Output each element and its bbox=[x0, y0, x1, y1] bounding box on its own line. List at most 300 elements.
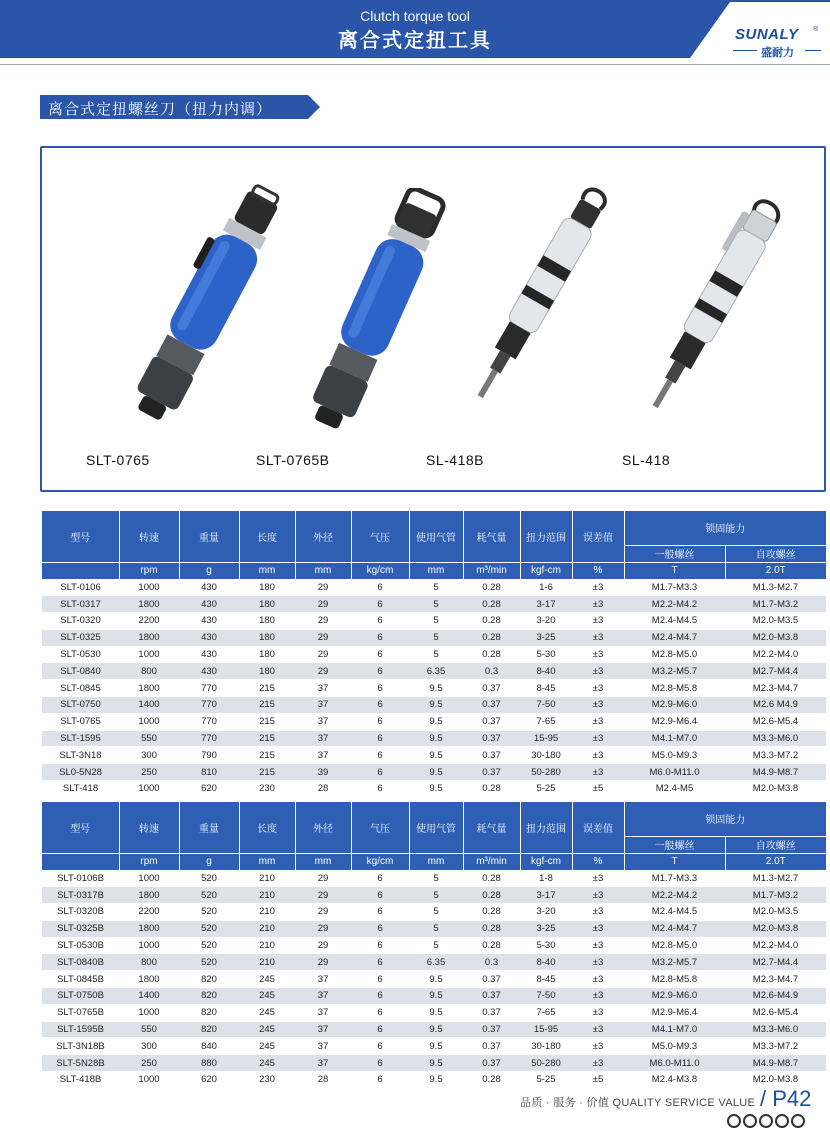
unit-length: mm bbox=[239, 562, 295, 579]
table-cell: 520 bbox=[179, 904, 239, 921]
table-cell: 520 bbox=[179, 920, 239, 937]
table-cell: 430 bbox=[179, 629, 239, 646]
table-cell: M3.3-M6.0 bbox=[725, 1021, 826, 1038]
table-cell: 180 bbox=[239, 579, 295, 596]
table-row bbox=[42, 1004, 826, 1021]
header-rule bbox=[0, 64, 830, 65]
table-cell: 9.5 bbox=[409, 1072, 463, 1089]
tool-image-sl-418b bbox=[432, 178, 632, 428]
table-cell: 28 bbox=[295, 781, 351, 798]
header-title-en: Clutch torque tool bbox=[360, 8, 470, 24]
table-cell: 0.28 bbox=[463, 579, 520, 596]
table-cell: 245 bbox=[239, 1055, 295, 1072]
col-length: 长度 bbox=[239, 802, 295, 853]
table-cell: 3-25 bbox=[520, 920, 572, 937]
table-cell: 215 bbox=[239, 713, 295, 730]
table-cell: 30-180 bbox=[520, 747, 572, 764]
table-cell: 1800 bbox=[119, 920, 179, 937]
brand-name-cn: 盛耐力 bbox=[761, 47, 794, 59]
table-cell: ±3 bbox=[572, 764, 624, 781]
decor-circle-icon bbox=[727, 1114, 741, 1128]
table-cell: 7-65 bbox=[520, 713, 572, 730]
table-cell: M2.4-M5 bbox=[624, 781, 725, 798]
product-label-slt-0765b: SLT-0765B bbox=[256, 452, 330, 468]
table-cell: 1000 bbox=[119, 870, 179, 887]
table-cell: SLT-0317B bbox=[42, 887, 119, 904]
table-cell: 9.5 bbox=[409, 697, 463, 714]
table-cell: 8-40 bbox=[520, 954, 572, 971]
table-cell: 29 bbox=[295, 613, 351, 630]
table-cell: 810 bbox=[179, 764, 239, 781]
table-cell: 215 bbox=[239, 730, 295, 747]
table-cell: 0.37 bbox=[463, 697, 520, 714]
table-cell: 15-95 bbox=[520, 1021, 572, 1038]
col-normal-screw: 一般螺丝 bbox=[624, 545, 725, 562]
table-cell: 5 bbox=[409, 629, 463, 646]
table-cell: 37 bbox=[295, 1004, 351, 1021]
table-cell: 15-95 bbox=[520, 730, 572, 747]
table-cell: M3.3-M7.2 bbox=[725, 1038, 826, 1055]
col-diameter: 外径 bbox=[295, 802, 351, 853]
table-cell: ±3 bbox=[572, 613, 624, 630]
table-cell: M2.6-M5.4 bbox=[725, 713, 826, 730]
col-capacity: 锁固能力 bbox=[624, 511, 826, 545]
table-cell: 6 bbox=[351, 781, 409, 798]
table-cell: SLT-0106B bbox=[42, 870, 119, 887]
table-row bbox=[42, 747, 826, 764]
table-row bbox=[42, 870, 826, 887]
table-cell: 0.28 bbox=[463, 646, 520, 663]
table-cell: ±3 bbox=[572, 904, 624, 921]
table-cell: 245 bbox=[239, 1038, 295, 1055]
footer-decoration bbox=[727, 1114, 805, 1128]
table-cell: SLT-0765 bbox=[42, 713, 119, 730]
table-cell: ±3 bbox=[572, 629, 624, 646]
unit-tapping: 2.0T bbox=[725, 562, 826, 579]
col-pressure: 气压 bbox=[351, 511, 409, 562]
table-cell: 50-280 bbox=[520, 764, 572, 781]
table-cell: 210 bbox=[239, 937, 295, 954]
table-cell: SLT-1595 bbox=[42, 730, 119, 747]
brand-logo bbox=[725, 26, 825, 60]
table-cell: M2.4-M4.7 bbox=[624, 920, 725, 937]
table-row bbox=[42, 730, 826, 747]
table-cell: 37 bbox=[295, 730, 351, 747]
table-cell: 6 bbox=[351, 954, 409, 971]
table-cell: 2200 bbox=[119, 904, 179, 921]
table-cell: SLT-0530 bbox=[42, 646, 119, 663]
table-cell: M2.9-M6.0 bbox=[624, 697, 725, 714]
table-cell: M1.7-M3.2 bbox=[725, 596, 826, 613]
unit-hose: mm bbox=[409, 562, 463, 579]
table-row bbox=[42, 764, 826, 781]
table-cell: 520 bbox=[179, 937, 239, 954]
table-cell: M3.2-M5.7 bbox=[624, 954, 725, 971]
table-cell: 6 bbox=[351, 613, 409, 630]
unit-speed: rpm bbox=[119, 562, 179, 579]
table-cell: M2.7-M4.4 bbox=[725, 954, 826, 971]
table-cell: 37 bbox=[295, 713, 351, 730]
table-cell: 430 bbox=[179, 596, 239, 613]
table-cell: 620 bbox=[179, 1072, 239, 1089]
col-tapping-screw: 自攻螺丝 bbox=[725, 545, 826, 562]
table-cell: 1800 bbox=[119, 596, 179, 613]
table-cell: SLT-0106 bbox=[42, 579, 119, 596]
table-cell: M2.9-M6.0 bbox=[624, 988, 725, 1005]
table-cell: 1000 bbox=[119, 579, 179, 596]
table-cell: SLT-418B bbox=[42, 1072, 119, 1089]
unit-weight: g bbox=[179, 853, 239, 870]
table-cell: M2.2-M4.0 bbox=[725, 937, 826, 954]
unit-consumption: m³/min bbox=[463, 562, 520, 579]
table-cell: 770 bbox=[179, 713, 239, 730]
col-consumption: 耗气量 bbox=[463, 511, 520, 562]
footer-slogan: 品质 · 服务 · 价值 QUALITY SERVICE VALUE bbox=[520, 1097, 756, 1109]
table-cell: 7-50 bbox=[520, 988, 572, 1005]
table-cell: 1-6 bbox=[520, 579, 572, 596]
table-cell: M2.2-M4.0 bbox=[725, 646, 826, 663]
table-cell: M2.4-M4.7 bbox=[624, 629, 725, 646]
table-cell: SLT-5N28B bbox=[42, 1055, 119, 1072]
table-cell: 180 bbox=[239, 663, 295, 680]
product-label-sl-418b: SL-418B bbox=[426, 452, 484, 468]
table-cell: 9.5 bbox=[409, 680, 463, 697]
table-cell: 1000 bbox=[119, 713, 179, 730]
table-cell: M2.0-M3.8 bbox=[725, 629, 826, 646]
table-cell: 245 bbox=[239, 1021, 295, 1038]
table-cell: 9.5 bbox=[409, 1004, 463, 1021]
table-cell: 5 bbox=[409, 579, 463, 596]
table-cell: 0.28 bbox=[463, 887, 520, 904]
table-cell: 6.35 bbox=[409, 954, 463, 971]
table-cell: 520 bbox=[179, 887, 239, 904]
table-row bbox=[42, 920, 826, 937]
table-cell: 5 bbox=[409, 904, 463, 921]
table-cell: M1.7-M3.3 bbox=[624, 870, 725, 887]
table-cell: ±3 bbox=[572, 1038, 624, 1055]
table-cell: 9.5 bbox=[409, 781, 463, 798]
table-cell: 0.3 bbox=[463, 954, 520, 971]
table-cell: SLT-0325B bbox=[42, 920, 119, 937]
table-cell: 210 bbox=[239, 887, 295, 904]
table-cell: 29 bbox=[295, 920, 351, 937]
table-cell: 820 bbox=[179, 971, 239, 988]
table-cell: ±3 bbox=[572, 646, 624, 663]
table-cell: 6 bbox=[351, 596, 409, 613]
table-cell: SLT-0765B bbox=[42, 1004, 119, 1021]
table-cell: 770 bbox=[179, 697, 239, 714]
table-cell: 37 bbox=[295, 697, 351, 714]
table-row bbox=[42, 596, 826, 613]
table-cell: ±3 bbox=[572, 1021, 624, 1038]
table-cell: 5 bbox=[409, 870, 463, 887]
decor-circle-icon bbox=[759, 1114, 773, 1128]
product-photo-panel bbox=[40, 146, 826, 492]
table-cell: 6 bbox=[351, 1072, 409, 1089]
decor-circle-icon bbox=[791, 1114, 805, 1128]
table-cell: SLT-0845B bbox=[42, 971, 119, 988]
table-cell: 39 bbox=[295, 764, 351, 781]
table-cell: 9.5 bbox=[409, 988, 463, 1005]
page-number: / P42 bbox=[760, 1086, 812, 1111]
table-cell: ±3 bbox=[572, 1004, 624, 1021]
header-title-cn: 离合式定扭工具 bbox=[338, 30, 492, 52]
unit-pressure: kg/cm bbox=[351, 853, 409, 870]
table-cell: 180 bbox=[239, 646, 295, 663]
table-cell: M2.7-M4.4 bbox=[725, 663, 826, 680]
table-cell: 1-8 bbox=[520, 870, 572, 887]
table-cell: ±3 bbox=[572, 920, 624, 937]
table-cell: 820 bbox=[179, 988, 239, 1005]
table-cell: 770 bbox=[179, 680, 239, 697]
table-cell: ±5 bbox=[572, 1072, 624, 1089]
table-cell: 37 bbox=[295, 971, 351, 988]
table-row bbox=[42, 629, 826, 646]
table-cell: 1800 bbox=[119, 971, 179, 988]
table-cell: 5 bbox=[409, 920, 463, 937]
table-cell: 820 bbox=[179, 1004, 239, 1021]
table-cell: 245 bbox=[239, 971, 295, 988]
col-error: 误差值 bbox=[572, 511, 624, 562]
table-cell: SLT-0845 bbox=[42, 680, 119, 697]
table-cell: M2.9-M6.4 bbox=[624, 713, 725, 730]
unit-model bbox=[42, 853, 119, 870]
table-cell: 6 bbox=[351, 730, 409, 747]
table-row bbox=[42, 971, 826, 988]
table-cell: ±3 bbox=[572, 747, 624, 764]
unit-hose: mm bbox=[409, 853, 463, 870]
table-row bbox=[42, 1038, 826, 1055]
table-cell: 6 bbox=[351, 764, 409, 781]
table-cell: 3-25 bbox=[520, 629, 572, 646]
table-cell: M2.8-M5.8 bbox=[624, 971, 725, 988]
table-row bbox=[42, 988, 826, 1005]
table-row bbox=[42, 713, 826, 730]
table-cell: M6.0-M11.0 bbox=[624, 1055, 725, 1072]
table-cell: 3-20 bbox=[520, 613, 572, 630]
table-cell: 6 bbox=[351, 904, 409, 921]
col-tapping-screw: 自攻螺丝 bbox=[725, 836, 826, 853]
table-cell: SLT-0750 bbox=[42, 697, 119, 714]
table-cell: 5 bbox=[409, 887, 463, 904]
table-cell: ±5 bbox=[572, 781, 624, 798]
table-cell: M2.0-M3.5 bbox=[725, 904, 826, 921]
table-cell: 29 bbox=[295, 954, 351, 971]
table-cell: 5-25 bbox=[520, 1072, 572, 1089]
table-row bbox=[42, 697, 826, 714]
table-cell: 0.37 bbox=[463, 1021, 520, 1038]
table-cell: 37 bbox=[295, 1038, 351, 1055]
table-cell: 6 bbox=[351, 1055, 409, 1072]
table-cell: 250 bbox=[119, 764, 179, 781]
table-cell: M2.8-M5.8 bbox=[624, 680, 725, 697]
table-cell: 29 bbox=[295, 579, 351, 596]
table-cell: 3-17 bbox=[520, 596, 572, 613]
table-cell: 0.37 bbox=[463, 747, 520, 764]
table-cell: 29 bbox=[295, 870, 351, 887]
table-cell: 1000 bbox=[119, 937, 179, 954]
spec-table-standard bbox=[42, 511, 826, 798]
table-cell: 9.5 bbox=[409, 730, 463, 747]
table-cell: 1800 bbox=[119, 680, 179, 697]
col-model: 型号 bbox=[42, 511, 119, 562]
table-cell: 1000 bbox=[119, 1072, 179, 1089]
table-cell: M2.3-M4.7 bbox=[725, 680, 826, 697]
table-cell: M1.3-M2.7 bbox=[725, 579, 826, 596]
table-cell: 29 bbox=[295, 904, 351, 921]
table-cell: 6 bbox=[351, 887, 409, 904]
table-cell: 5 bbox=[409, 613, 463, 630]
table-cell: 0.28 bbox=[463, 920, 520, 937]
table-row bbox=[42, 1055, 826, 1072]
table-cell: 6 bbox=[351, 646, 409, 663]
table-cell: 28 bbox=[295, 1072, 351, 1089]
spec-table-b-series bbox=[42, 802, 826, 1089]
table-cell: M2.4-M3.8 bbox=[624, 1072, 725, 1089]
table-cell: M4.9-M8.7 bbox=[725, 764, 826, 781]
table-cell: M6.0-M11.0 bbox=[624, 764, 725, 781]
unit-diameter: mm bbox=[295, 562, 351, 579]
table-cell: M1.7-M3.2 bbox=[725, 887, 826, 904]
table-row bbox=[42, 954, 826, 971]
col-normal-screw: 一般螺丝 bbox=[624, 836, 725, 853]
table-cell: M4.1-M7.0 bbox=[624, 730, 725, 747]
table-cell: 37 bbox=[295, 1021, 351, 1038]
col-consumption: 耗气量 bbox=[463, 802, 520, 853]
table-cell: 6 bbox=[351, 1038, 409, 1055]
table-cell: 37 bbox=[295, 988, 351, 1005]
table-cell: 215 bbox=[239, 747, 295, 764]
table-cell: 9.5 bbox=[409, 764, 463, 781]
table-cell: M2.9-M6.4 bbox=[624, 1004, 725, 1021]
table-cell: M1.7-M3.3 bbox=[624, 579, 725, 596]
table-cell: 9.5 bbox=[409, 1038, 463, 1055]
table-cell: ±3 bbox=[572, 870, 624, 887]
unit-tapping: 2.0T bbox=[725, 853, 826, 870]
unit-speed: rpm bbox=[119, 853, 179, 870]
table-cell: M2.4-M4.5 bbox=[624, 904, 725, 921]
table-row bbox=[42, 646, 826, 663]
table-cell: M3.3-M7.2 bbox=[725, 747, 826, 764]
table-cell: 840 bbox=[179, 1038, 239, 1055]
table-cell: 37 bbox=[295, 1055, 351, 1072]
table-row bbox=[42, 1072, 826, 1089]
table-cell: 5 bbox=[409, 937, 463, 954]
table-cell: 0.37 bbox=[463, 1038, 520, 1055]
table-cell: ±3 bbox=[572, 680, 624, 697]
table-cell: SLT-3N18 bbox=[42, 747, 119, 764]
unit-diameter: mm bbox=[295, 853, 351, 870]
table-cell: 0.28 bbox=[463, 629, 520, 646]
table-cell: 520 bbox=[179, 870, 239, 887]
unit-torque: kgf-cm bbox=[520, 853, 572, 870]
table-cell: 430 bbox=[179, 646, 239, 663]
table-row bbox=[42, 579, 826, 596]
table-cell: M2.0-M3.5 bbox=[725, 613, 826, 630]
table-cell: M2.0-M3.8 bbox=[725, 1072, 826, 1089]
table-row bbox=[42, 904, 826, 921]
table-cell: ±3 bbox=[572, 988, 624, 1005]
table-cell: ±3 bbox=[572, 937, 624, 954]
page-header bbox=[0, 0, 830, 62]
table-cell: ±3 bbox=[572, 697, 624, 714]
table-cell: 1400 bbox=[119, 988, 179, 1005]
decor-circle-icon bbox=[775, 1114, 789, 1128]
table-cell: 230 bbox=[239, 781, 295, 798]
unit-weight: g bbox=[179, 562, 239, 579]
table-cell: 5 bbox=[409, 646, 463, 663]
col-torque: 扭力范围 bbox=[520, 511, 572, 562]
table-cell: ±3 bbox=[572, 887, 624, 904]
table-cell: ±3 bbox=[572, 596, 624, 613]
table-cell: 0.28 bbox=[463, 613, 520, 630]
table-cell: 5 bbox=[409, 596, 463, 613]
table-cell: 29 bbox=[295, 596, 351, 613]
table-cell: 29 bbox=[295, 663, 351, 680]
table-cell: 215 bbox=[239, 697, 295, 714]
table-cell: M2.6-M5.4 bbox=[725, 1004, 826, 1021]
unit-error: % bbox=[572, 562, 624, 579]
table-cell: M4.9-M8.7 bbox=[725, 1055, 826, 1072]
table-row bbox=[42, 937, 826, 954]
table-cell: 29 bbox=[295, 887, 351, 904]
table-cell: 0.37 bbox=[463, 1004, 520, 1021]
table-cell: 0.28 bbox=[463, 870, 520, 887]
table-cell: 6 bbox=[351, 870, 409, 887]
table-row bbox=[42, 680, 826, 697]
col-weight: 重量 bbox=[179, 802, 239, 853]
table-cell: SLT-0320B bbox=[42, 904, 119, 921]
col-hose: 使用气管 bbox=[409, 511, 463, 562]
table-cell: SLT-0530B bbox=[42, 937, 119, 954]
col-error: 误差值 bbox=[572, 802, 624, 853]
unit-length: mm bbox=[239, 853, 295, 870]
table-cell: SLT-0840B bbox=[42, 954, 119, 971]
unit-model bbox=[42, 562, 119, 579]
table-cell: SLT-0840 bbox=[42, 663, 119, 680]
table-cell: ±3 bbox=[572, 579, 624, 596]
table-cell: 0.37 bbox=[463, 730, 520, 747]
unit-consumption: m³/min bbox=[463, 853, 520, 870]
table-cell: 9.5 bbox=[409, 1055, 463, 1072]
table-cell: 0.37 bbox=[463, 988, 520, 1005]
table-row bbox=[42, 613, 826, 630]
product-label-slt-0765: SLT-0765 bbox=[86, 452, 150, 468]
table-cell: 7-50 bbox=[520, 697, 572, 714]
table-cell: 1800 bbox=[119, 887, 179, 904]
table-cell: SLT-0320 bbox=[42, 613, 119, 630]
table-cell: M2.4-M4.5 bbox=[624, 613, 725, 630]
table-cell: 0.28 bbox=[463, 596, 520, 613]
table-cell: 6 bbox=[351, 920, 409, 937]
col-pressure: 气压 bbox=[351, 802, 409, 853]
table-cell: M2.2-M4.2 bbox=[624, 887, 725, 904]
table-cell: 800 bbox=[119, 954, 179, 971]
table-cell: 0.37 bbox=[463, 713, 520, 730]
table-cell: M2.0-M3.8 bbox=[725, 920, 826, 937]
table-cell: M5.0-M9.3 bbox=[624, 747, 725, 764]
table-cell: 820 bbox=[179, 1021, 239, 1038]
table-cell: SLT-0325 bbox=[42, 629, 119, 646]
table-cell: SLT-1595B bbox=[42, 1021, 119, 1038]
unit-pressure: kg/cm bbox=[351, 562, 409, 579]
table-cell: ±3 bbox=[572, 713, 624, 730]
table-cell: 6 bbox=[351, 1004, 409, 1021]
table-cell: 210 bbox=[239, 870, 295, 887]
table-cell: 6 bbox=[351, 747, 409, 764]
table-cell: 790 bbox=[179, 747, 239, 764]
table-cell: 215 bbox=[239, 764, 295, 781]
